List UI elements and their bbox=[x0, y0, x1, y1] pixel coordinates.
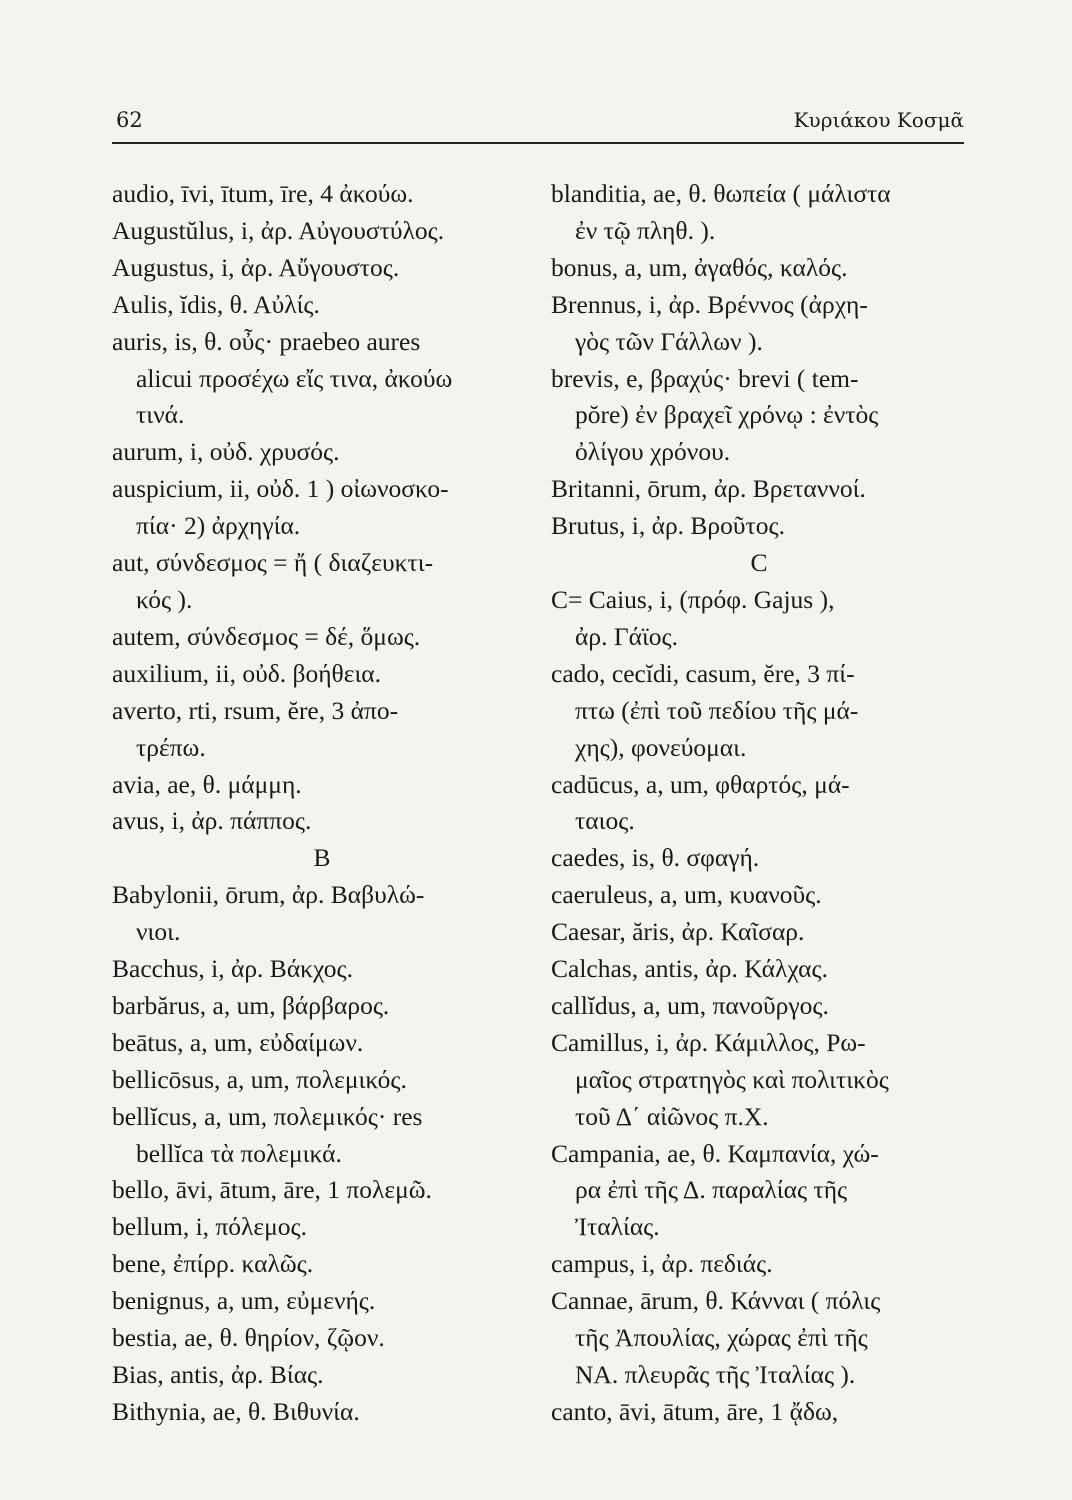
entry-continuation: πία· 2) ἀρχηγία. bbox=[136, 511, 301, 541]
entry-continuation: τρέπω. bbox=[136, 732, 206, 762]
dictionary-entry: bellĭcus, a, um, πολεμικός· res bbox=[112, 1101, 423, 1131]
entry-continuation: μαῖος στρατηγὸς καὶ πολιτικὸς bbox=[575, 1064, 889, 1094]
section-letter: C bbox=[750, 548, 768, 578]
dictionary-entry: Cannae, ārum, θ. Κάνναι ( πόλις bbox=[551, 1286, 881, 1316]
dictionary-entry: C= Caius, i, (πρόφ. Gajus ), bbox=[551, 584, 835, 614]
dictionary-entry: bellum, i, πόλεμος. bbox=[112, 1212, 307, 1242]
entry-continuation: ἀρ. Γάϊος. bbox=[575, 621, 679, 651]
running-head-author: Κυριάκου Κοσμᾶ bbox=[793, 108, 964, 132]
entry-continuation: alicui προσέχω εἴς τινα, ἀκούω bbox=[136, 363, 453, 393]
dictionary-entry: Brennus, i, ἀρ. Βρέννος (ἀρχη- bbox=[551, 289, 868, 319]
entry-continuation: ὀλίγου χρόνου. bbox=[575, 437, 731, 467]
dictionary-entry: avia, ae, θ. μάμμη. bbox=[112, 769, 302, 799]
dictionary-entry: aurum, i, οὐδ. χρυσός. bbox=[112, 437, 340, 467]
entry-continuation: τῆς Ἀπουλίας, χώρας ἐπὶ τῆς bbox=[575, 1323, 868, 1353]
dictionary-entry: blanditia, ae, θ. θωπεία ( μάλιστα bbox=[551, 179, 891, 208]
entry-continuation: ταιος. bbox=[575, 806, 635, 836]
dictionary-entry: Bithynia, ae, θ. Βιθυνία. bbox=[112, 1396, 360, 1426]
dictionary-entry: averto, rti, rsum, ĕre, 3 ἀπο- bbox=[112, 695, 399, 725]
dictionary-entry: auris, is, θ. οὖς· praebeo aures bbox=[112, 326, 421, 356]
dictionary-entry: Bacchus, i, ἀρ. Βάκχος. bbox=[112, 954, 354, 984]
entry-continuation: ἐν τῷ πληθ. ). bbox=[575, 215, 716, 245]
dictionary-entry: campus, i, ἀρ. πεδιάς. bbox=[551, 1249, 773, 1279]
dictionary-entry: bellicōsus, a, um, πολεμικός. bbox=[112, 1064, 407, 1094]
dictionary-entry: Augustŭlus, i, ἀρ. Αὐγουστύλος. bbox=[112, 215, 445, 245]
entry-continuation: ρα ἐπὶ τῆς Δ. παραλίας τῆς bbox=[575, 1175, 848, 1205]
dictionary-entry: Calchas, antis, ἀρ. Κάλχας. bbox=[551, 954, 829, 984]
left-column bbox=[112, 176, 532, 1431]
section-letter: B bbox=[313, 843, 331, 873]
page-header bbox=[112, 104, 964, 140]
entry-continuation: γὸς τῶν Γάλλων ). bbox=[575, 326, 763, 356]
dictionary-entry: Caesar, ăris, ἀρ. Καῖσαρ. bbox=[551, 917, 805, 947]
entry-continuation: ΝΑ. πλευρᾶς τῆς Ἰταλίας ). bbox=[575, 1360, 856, 1389]
dictionary-entry: audio, īvi, ītum, īre, 4 ἀκούω. bbox=[112, 179, 414, 208]
dictionary-entry: caedes, is, θ. σφαγή. bbox=[551, 843, 760, 873]
entry-continuation: πτω (ἐπὶ τοῦ πεδίου τῆς μά- bbox=[575, 695, 859, 725]
dictionary-entry: barbărus, a, um, βάρβαρος. bbox=[112, 990, 390, 1020]
entry-continuation: χης), φονεύομαι. bbox=[575, 732, 747, 762]
page-number: 62 bbox=[116, 108, 143, 132]
dictionary-entry: cado, cecĭdi, casum, ĕre, 3 πί- bbox=[551, 658, 855, 688]
dictionary-entry: brevis, e, βραχύς· brevi ( tem- bbox=[551, 363, 859, 393]
dictionary-entry: Bias, antis, ἀρ. Βίας. bbox=[112, 1360, 324, 1389]
entry-continuation: pŏre) ἐν βραχεῖ χρόνῳ : ἐντὸς bbox=[575, 400, 879, 430]
entry-continuation: bellĭca τὰ πολεμικά. bbox=[136, 1138, 342, 1168]
dictionary-entry: Camillus, i, ἀρ. Κάμιλλος, Ρω- bbox=[551, 1027, 866, 1057]
dictionary-entry: aut, σύνδεσμος = ἤ ( διαζευκτι- bbox=[112, 548, 434, 578]
dictionary-entry: callĭdus, a, um, πανοῦργος. bbox=[551, 990, 829, 1020]
entry-continuation: νιοι. bbox=[136, 917, 181, 947]
dictionary-entry: autem, σύνδεσμος = δέ, ὅμως. bbox=[112, 621, 421, 651]
dictionary-entry: Campania, ae, θ. Καμπανία, χώ- bbox=[551, 1138, 879, 1168]
dictionary-entry: caeruleus, a, um, κυανοῦς. bbox=[551, 880, 822, 910]
dictionary-entry: auxilium, ii, οὐδ. βοήθεια. bbox=[112, 658, 382, 688]
dictionary-entry: cadūcus, a, um, φθαρτός, μά- bbox=[551, 769, 850, 799]
dictionary-entry: Augustus, i, ἀρ. Αὔγουστος. bbox=[112, 252, 400, 282]
entry-continuation: Ἰταλίας. bbox=[575, 1212, 660, 1242]
header-rule bbox=[112, 142, 964, 144]
dictionary-entry: bestia, ae, θ. θηρίον, ζῷον. bbox=[112, 1323, 385, 1353]
dictionary-entry: bene, ἐπίρρ. καλῶς. bbox=[112, 1249, 314, 1279]
dictionary-entry: bonus, a, um, ἀγαθός, καλός. bbox=[551, 252, 848, 282]
right-column bbox=[551, 176, 967, 1431]
dictionary-entry: bello, āvi, ātum, āre, 1 πολεμῶ. bbox=[112, 1175, 432, 1205]
dictionary-entry: Aulis, ĭdis, θ. Αὐλίς. bbox=[112, 289, 320, 319]
dictionary-entry: Britanni, ōrum, ἀρ. Βρεταννοί. bbox=[551, 474, 866, 504]
entry-continuation: τοῦ Δ΄ αἰῶνος π.Χ. bbox=[575, 1101, 769, 1131]
dictionary-entry: auspicium, ii, οὐδ. 1 ) οἰωνοσκο- bbox=[112, 474, 449, 504]
entry-continuation: κός ). bbox=[136, 584, 193, 614]
entry-continuation: τινά. bbox=[136, 400, 185, 430]
dictionary-entry: avus, i, ἀρ. πάππος. bbox=[112, 806, 312, 836]
dictionary-entry: canto, āvi, ātum, āre, 1 ᾄδω, bbox=[551, 1396, 839, 1426]
dictionary-entry: Brutus, i, ἀρ. Βροῦτος. bbox=[551, 511, 786, 541]
dictionary-entry: beātus, a, um, εὐδαίμων. bbox=[112, 1027, 364, 1057]
dictionary-entry: benignus, a, um, εὐμενής. bbox=[112, 1286, 376, 1316]
dictionary-entry: Babylonii, ōrum, ἀρ. Βαβυλώ- bbox=[112, 880, 425, 910]
